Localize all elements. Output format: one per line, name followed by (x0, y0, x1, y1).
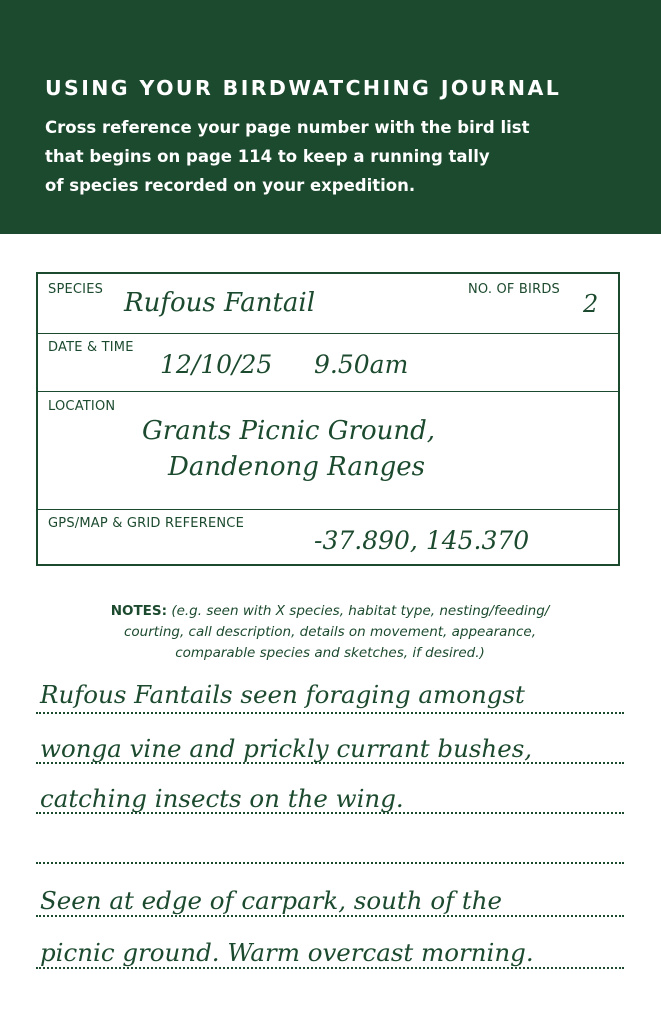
sighting-card (36, 272, 620, 566)
datetime-row (38, 334, 618, 392)
notes-instructions (36, 601, 624, 664)
notes-instruction-third: comparable species and sketches, if desired.) (175, 645, 485, 661)
location-line[interactable]: Dandenong Ranges (168, 452, 425, 482)
notes-label: NOTES: (110, 603, 168, 619)
date-value[interactable]: 12/10/25 (160, 350, 273, 379)
note-text[interactable]: catching insects on the wing. (40, 784, 404, 813)
header-intro (45, 113, 661, 200)
location-label: LOCATION (48, 399, 116, 414)
count-label: NO. OF BIRDS (468, 282, 560, 297)
note-text[interactable]: picnic ground. Warm overcast morning. (40, 938, 534, 967)
species-value[interactable]: Rufous Fantail (124, 288, 316, 318)
note-text[interactable]: Rufous Fantails seen foraging amongst (40, 680, 525, 709)
time-value[interactable]: 9.50am (314, 350, 409, 379)
datetime-label: DATE & TIME (48, 340, 134, 355)
header-title: USING YOUR BIRDWATCHING JOURNAL (45, 76, 562, 100)
note-line (36, 862, 624, 864)
location-line[interactable]: Grants Picnic Ground, (142, 416, 436, 446)
gps-label: GPS/MAP & GRID REFERENCE (48, 516, 244, 531)
gps-value[interactable]: -37.890, 145.370 (314, 526, 530, 555)
note-line (36, 762, 624, 764)
notes-instruction-first: (e.g. seen with X species, habitat type, nesting/feeding/ (171, 603, 550, 619)
notes-instruction-second: courting, call description, details on movement, appearance, (123, 624, 537, 640)
note-line (36, 967, 624, 969)
note-line (36, 915, 624, 917)
species-row (38, 274, 618, 334)
journal-header (0, 0, 661, 234)
intro-line: of species recorded on your expedition. (45, 176, 416, 195)
note-line (36, 812, 624, 814)
gps-row (38, 510, 618, 566)
note-line (36, 712, 624, 714)
note-text[interactable]: Seen at edge of carpark, south of the (40, 886, 503, 915)
count-value[interactable]: 2 (583, 290, 599, 318)
note-text[interactable]: wonga vine and prickly currant bushes, (40, 734, 533, 763)
intro-line: that begins on page 114 to keep a running tally (45, 147, 490, 166)
location-row (38, 392, 618, 510)
species-label: SPECIES (48, 282, 104, 297)
intro-line: Cross reference your page number with the bird list (45, 118, 530, 137)
